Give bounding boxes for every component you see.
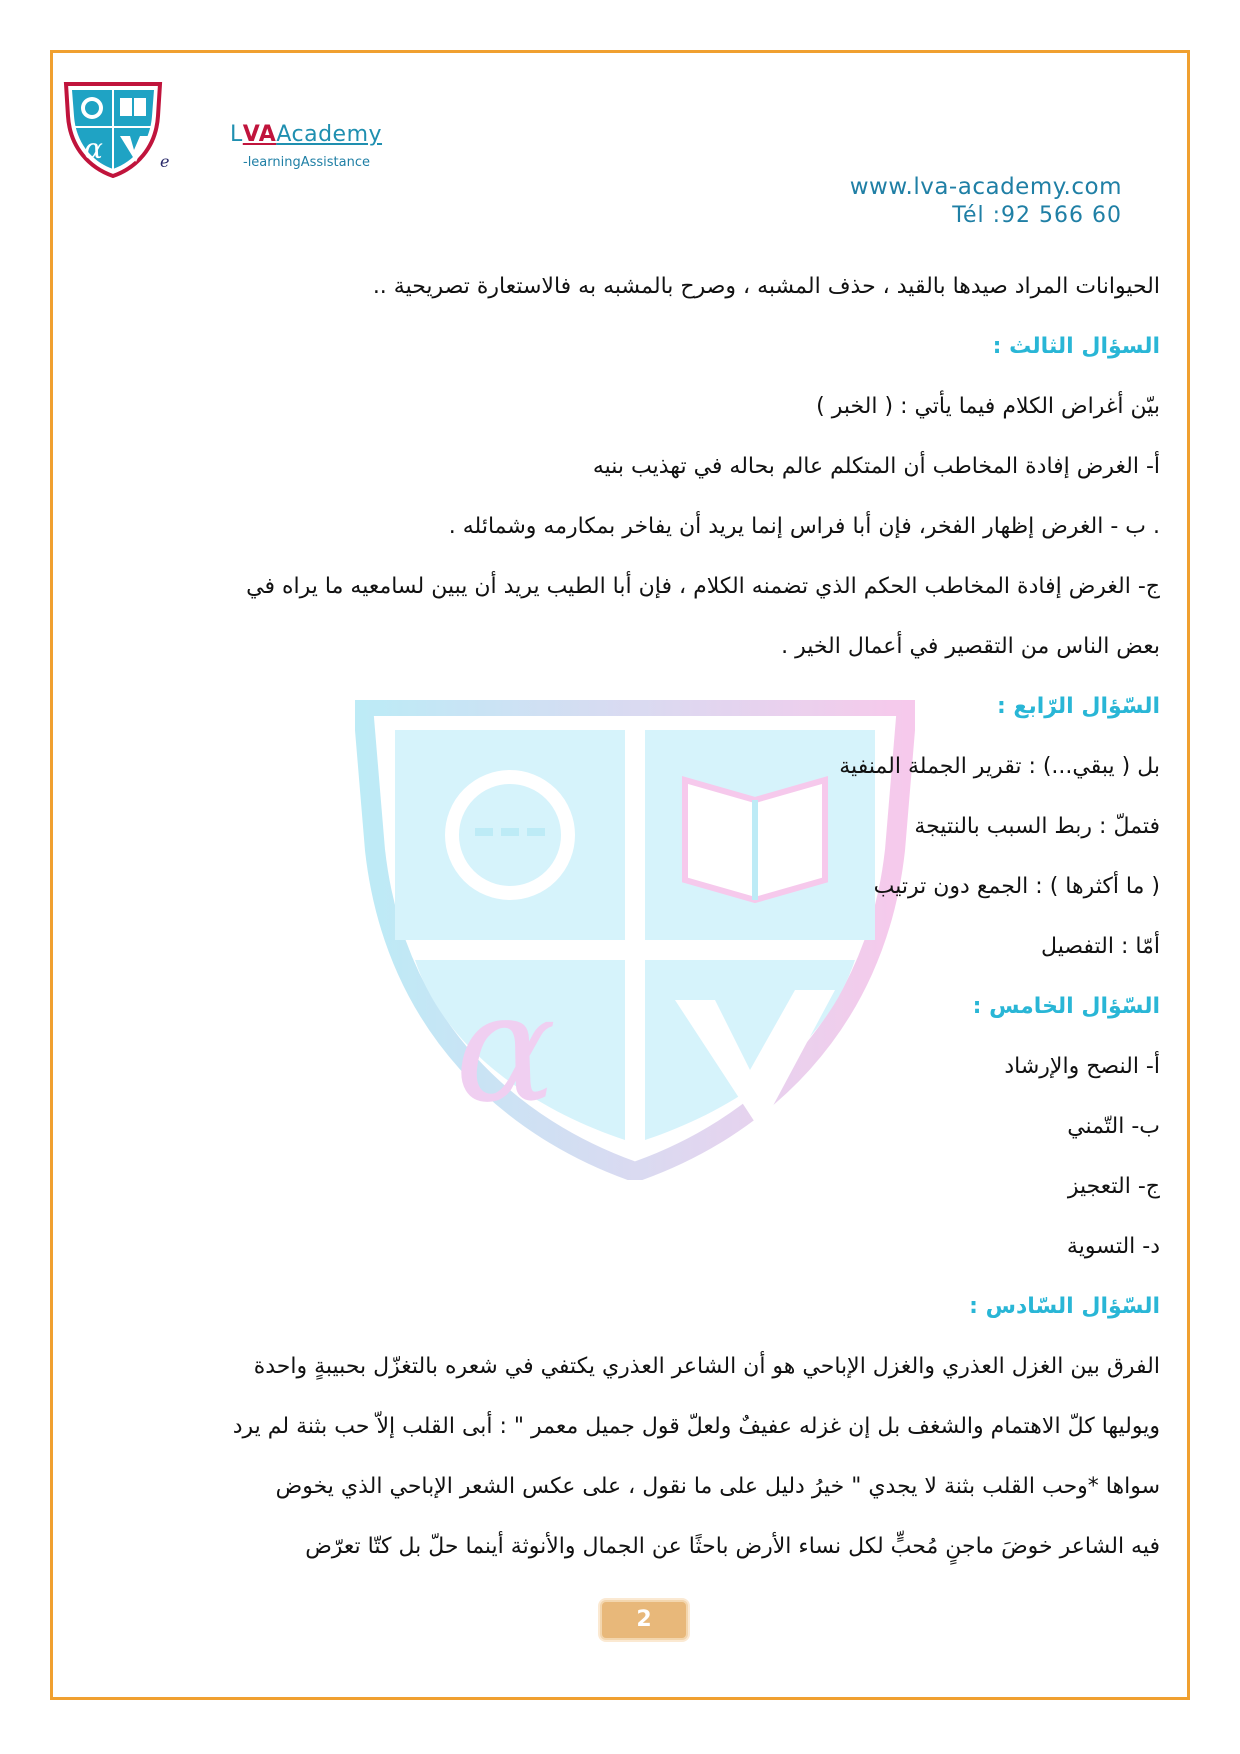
text-line: أ- النصح والإرشاد bbox=[1004, 1054, 1160, 1079]
text-line: ( ما أكثرها ) : الجمع دون ترتيب bbox=[873, 874, 1160, 899]
text-line: د- التسوية bbox=[1066, 1234, 1160, 1259]
brand-name bbox=[230, 122, 382, 147]
text-line: الفرق بين الغزل العذري والغزل الإباحي هو أن الشاعر العذري يكتفي في شعره بالتغزّل بحبيبةٍ واحدة bbox=[253, 1354, 1160, 1379]
watermark-logo-icon bbox=[355, 700, 915, 1180]
brand-va: VA bbox=[242, 122, 277, 147]
question-heading: السّؤال الرّابع : bbox=[996, 694, 1160, 719]
question-heading: السؤال الثالث : bbox=[992, 334, 1160, 359]
text-line: ج- التعجيز bbox=[1067, 1174, 1160, 1199]
text-line: بل ( يبقي...) : تقرير الجملة المنفية bbox=[839, 754, 1160, 779]
svg-text:α: α bbox=[455, 962, 557, 1136]
text-line: . ب - الغرض إظهار الفخر، فإن أبا فراس إنما يريد أن يفاخر بمكارمه وشمائله . bbox=[448, 514, 1160, 539]
text-line: سواها *وحب القلب بثنة لا يجدي " خيرُ دليل على ما نقول ، على عكس الشعر الإباحي الذي يخوض bbox=[275, 1474, 1160, 1499]
question-heading: السّؤال السّادس : bbox=[969, 1294, 1160, 1319]
text-line: ب- التّمني bbox=[1067, 1114, 1160, 1139]
brand-suffix[interactable]: Academy bbox=[276, 122, 383, 147]
brand-tagline: -learningAssistance bbox=[243, 155, 370, 170]
text-line: بيّن أغراض الكلام فيما يأتي : ( الخبر ) bbox=[816, 394, 1160, 419]
text-line: أمّا : التفصيل bbox=[1041, 934, 1160, 959]
phone-number: Tél :92 566 60 bbox=[952, 203, 1122, 228]
logo-e-mark: e bbox=[160, 152, 170, 171]
text-line: فتملّ : ربط السبب بالنتيجة bbox=[914, 814, 1160, 839]
lva-logo-icon bbox=[58, 78, 168, 178]
question-heading: السّؤال الخامس : bbox=[972, 994, 1160, 1019]
website-link[interactable]: www.lva-academy.com bbox=[849, 174, 1122, 200]
brand-prefix: L bbox=[230, 122, 243, 147]
text-line: بعض الناس من التقصير في أعمال الخير . bbox=[781, 634, 1160, 659]
page-number: 2 bbox=[600, 1600, 688, 1640]
svg-text:α: α bbox=[84, 132, 103, 165]
text-line: ج- الغرض إفادة المخاطب الحكم الذي تضمنه الكلام ، فإن أبا الطيب يريد أن يبين لسامعيه ما يراه في bbox=[246, 574, 1160, 599]
text-line: فيه الشاعر خوضَ ماجنٍ مُحبٍّ لكل نساء الأرض باحثًا عن الجمال والأنوثة أينما حلّ بل كتّا تعرّض bbox=[305, 1534, 1160, 1559]
text-line: الحيوانات المراد صيدها بالقيد ، حذف المشبه ، وصرح بالمشبه به فالاستعارة تصريحية .. bbox=[372, 274, 1160, 299]
text-line: أ- الغرض إفادة المخاطب أن المتكلم عالم بحاله في تهذيب بنيه bbox=[592, 454, 1160, 479]
text-line: ويوليها كلّ الاهتمام والشغف بل إن غزله عفيفٌ ولعلّ قول جميل معمر " : أبى القلب إلاّ حب بثنة لم يرد bbox=[232, 1414, 1160, 1439]
